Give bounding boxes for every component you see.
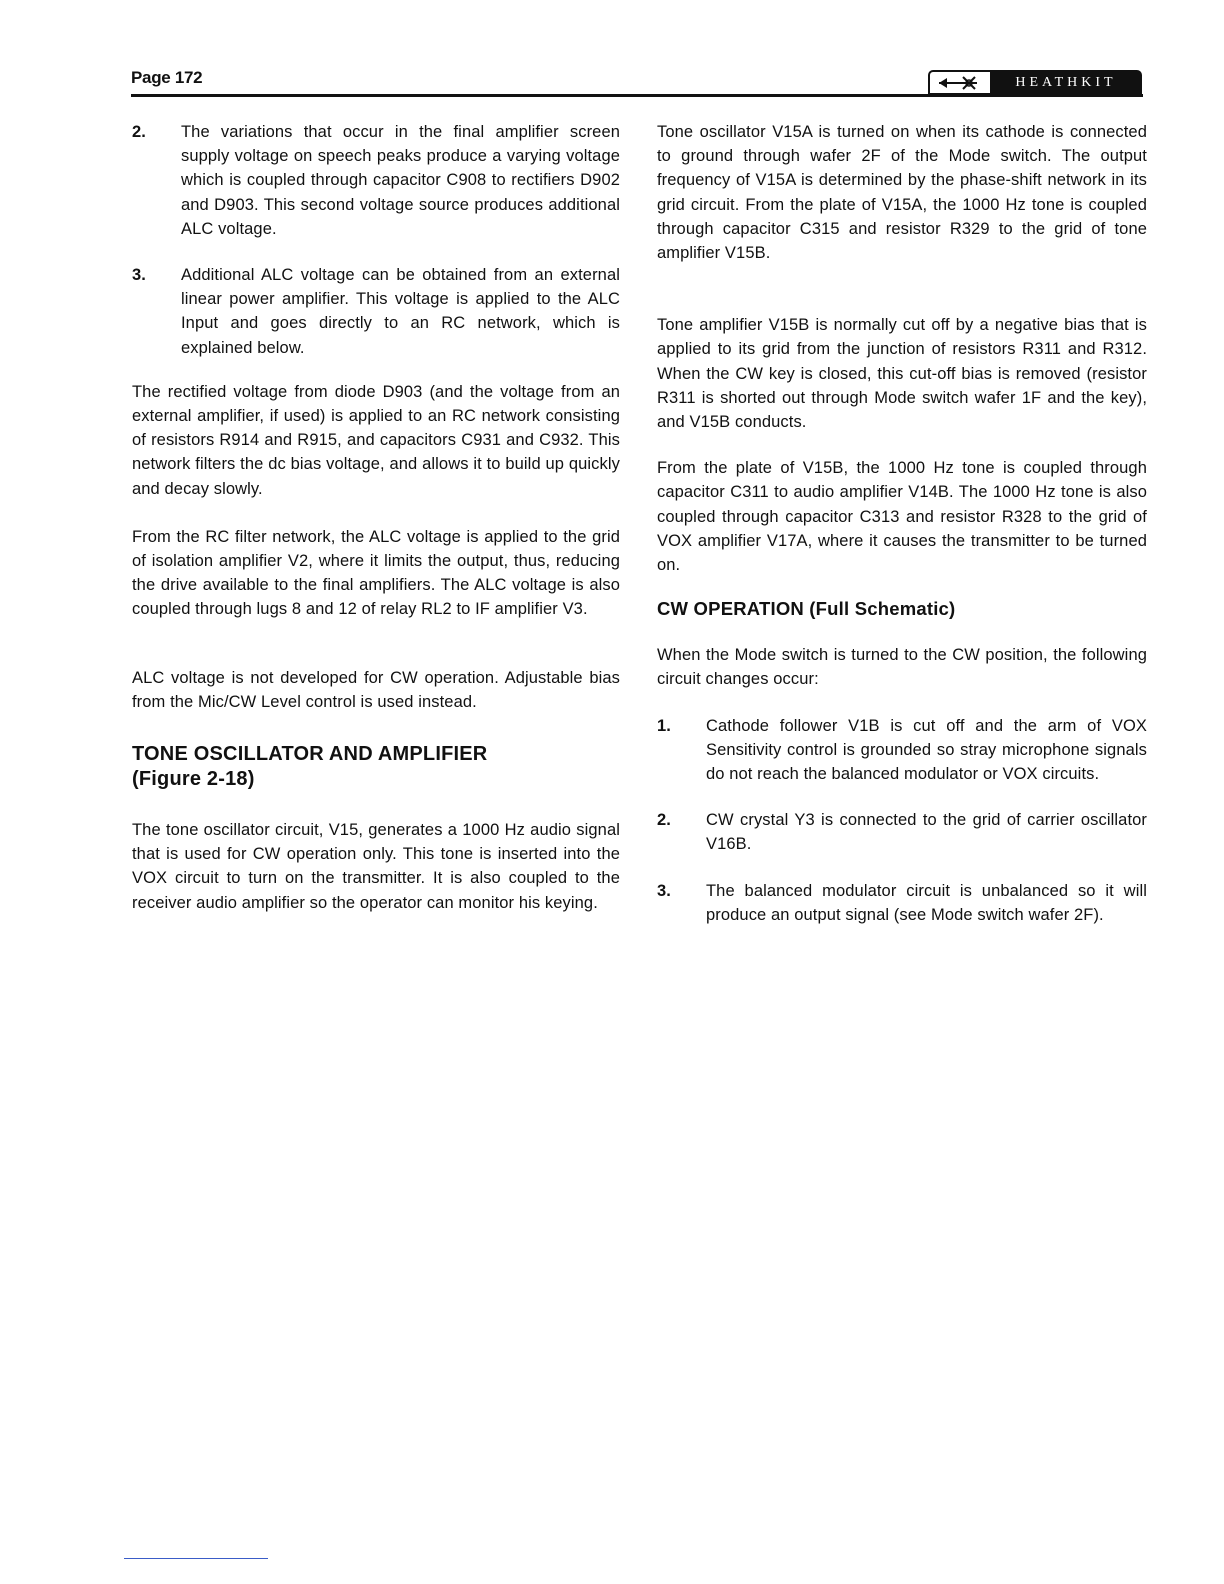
list-item-text: Additional ALC voltage can be obtained from an external linear power amplifier. This voltage is applied to the ALC Input and goes directly to an RC network, which is explained below. (181, 266, 620, 357)
paragraph: Tone oscillator V15A is turned on when its cathode is connected to ground through wafer 2F of the Mode switch. The output frequency of V15A is determined by the phase-shift network in its grid circuit. From the plate of V15A, the 1000 Hz tone is coupled through capacitor C315 and resistor R329 to the grid of tone amplifier V15B. (657, 123, 1147, 263)
list-item (657, 879, 1147, 927)
list-item (657, 808, 1147, 856)
list-item-number: 2. (132, 123, 146, 141)
section-heading-figure-ref: (Figure 2-18) (132, 768, 255, 791)
paragraph: From the plate of V15B, the 1000 Hz tone is coupled through capacitor C311 to audio amplifier V14B. The 1000 Hz tone is also coupled through capacitor C313 and resistor R328 to the grid of VOX amplifier V17A, where it causes the transmitter to be turned on. (657, 459, 1147, 575)
paragraph: The rectified voltage from diode D903 (and the voltage from an external amplifier, if used) is applied to an RC network consisting of resistors R914 and R915, and capacitors C931 and C932. This network filters the dc bias voltage, and allows it to build up quickly and decay slowly. (132, 382, 620, 498)
list-item-text: Cathode follower V1B is cut off and the arm of VOX Sensitivity control is grounded so stray microphone signals do not reach the balanced modulator or VOX circuits. (706, 716, 1147, 784)
list-item-text: CW crystal Y3 is connected to the grid of carrier oscillator V16B. (706, 811, 1147, 854)
list-item-text: The variations that occur in the final amplifier screen supply voltage on speech peaks produce a varying voltage which is coupled through capacitor C908 to rectifiers D902 and D903. This second voltage source produces additional ALC voltage. (181, 123, 620, 238)
list-item (132, 263, 620, 360)
paragraph: When the Mode switch is turned to the CW position, the following circuit changes occur: (657, 646, 1147, 689)
header-rule (131, 94, 1143, 97)
heathkit-emblem-icon (930, 72, 992, 93)
list-item-number: 3. (657, 881, 671, 900)
list-item (657, 714, 1147, 787)
heathkit-wordmark: HEATHKIT (992, 72, 1140, 93)
section-heading: CW OPERATION (Full Schematic) (657, 598, 956, 620)
list-item-number: 2. (657, 811, 671, 830)
list-item-number: 3. (132, 266, 146, 285)
paragraph: The tone oscillator circuit, V15, generates a 1000 Hz audio signal that is used for CW operation only. This tone is inserted into the VOX circuit to turn on the transmitter. It is also coupled to the receiver audio amplifier so the operator can monitor his keying. (132, 821, 620, 912)
footnote-rule (124, 1558, 268, 1559)
list-item-text: The balanced modulator circuit is unbalanced so it will produce an output signal (see Mode switch wafer 2F). (706, 881, 1147, 924)
paragraph: From the RC filter network, the ALC voltage is applied to the grid of isolation amplifier V2, where it limits the output, thus, reducing the drive available to the final amplifiers. The ALC voltage is also coupled through lugs 8 and 12 of relay RL2 to IF amplifier V3. (132, 527, 620, 619)
paragraph: Tone amplifier V15B is normally cut off by a negative bias that is applied to its grid from the junction of resistors R311 and R312. When the CW key is closed, this cut-off bias is removed (resistor R311 is shorted out through Mode switch wafer 1F and the key), and V15B conducts. (657, 316, 1147, 432)
page-number: Page 172 (131, 68, 203, 87)
paragraph: ALC voltage is not developed for CW operation. Adjustable bias from the Mic/CW Level control is used instead. (132, 668, 620, 711)
left-column (132, 120, 620, 915)
right-column (657, 120, 1147, 927)
list-item (132, 120, 620, 241)
heathkit-logo (928, 70, 1142, 95)
list-item-number: 1. (657, 716, 671, 735)
section-heading-title: TONE OSCILLATOR AND AMPLIFIER (132, 743, 488, 766)
section-heading (132, 742, 620, 792)
